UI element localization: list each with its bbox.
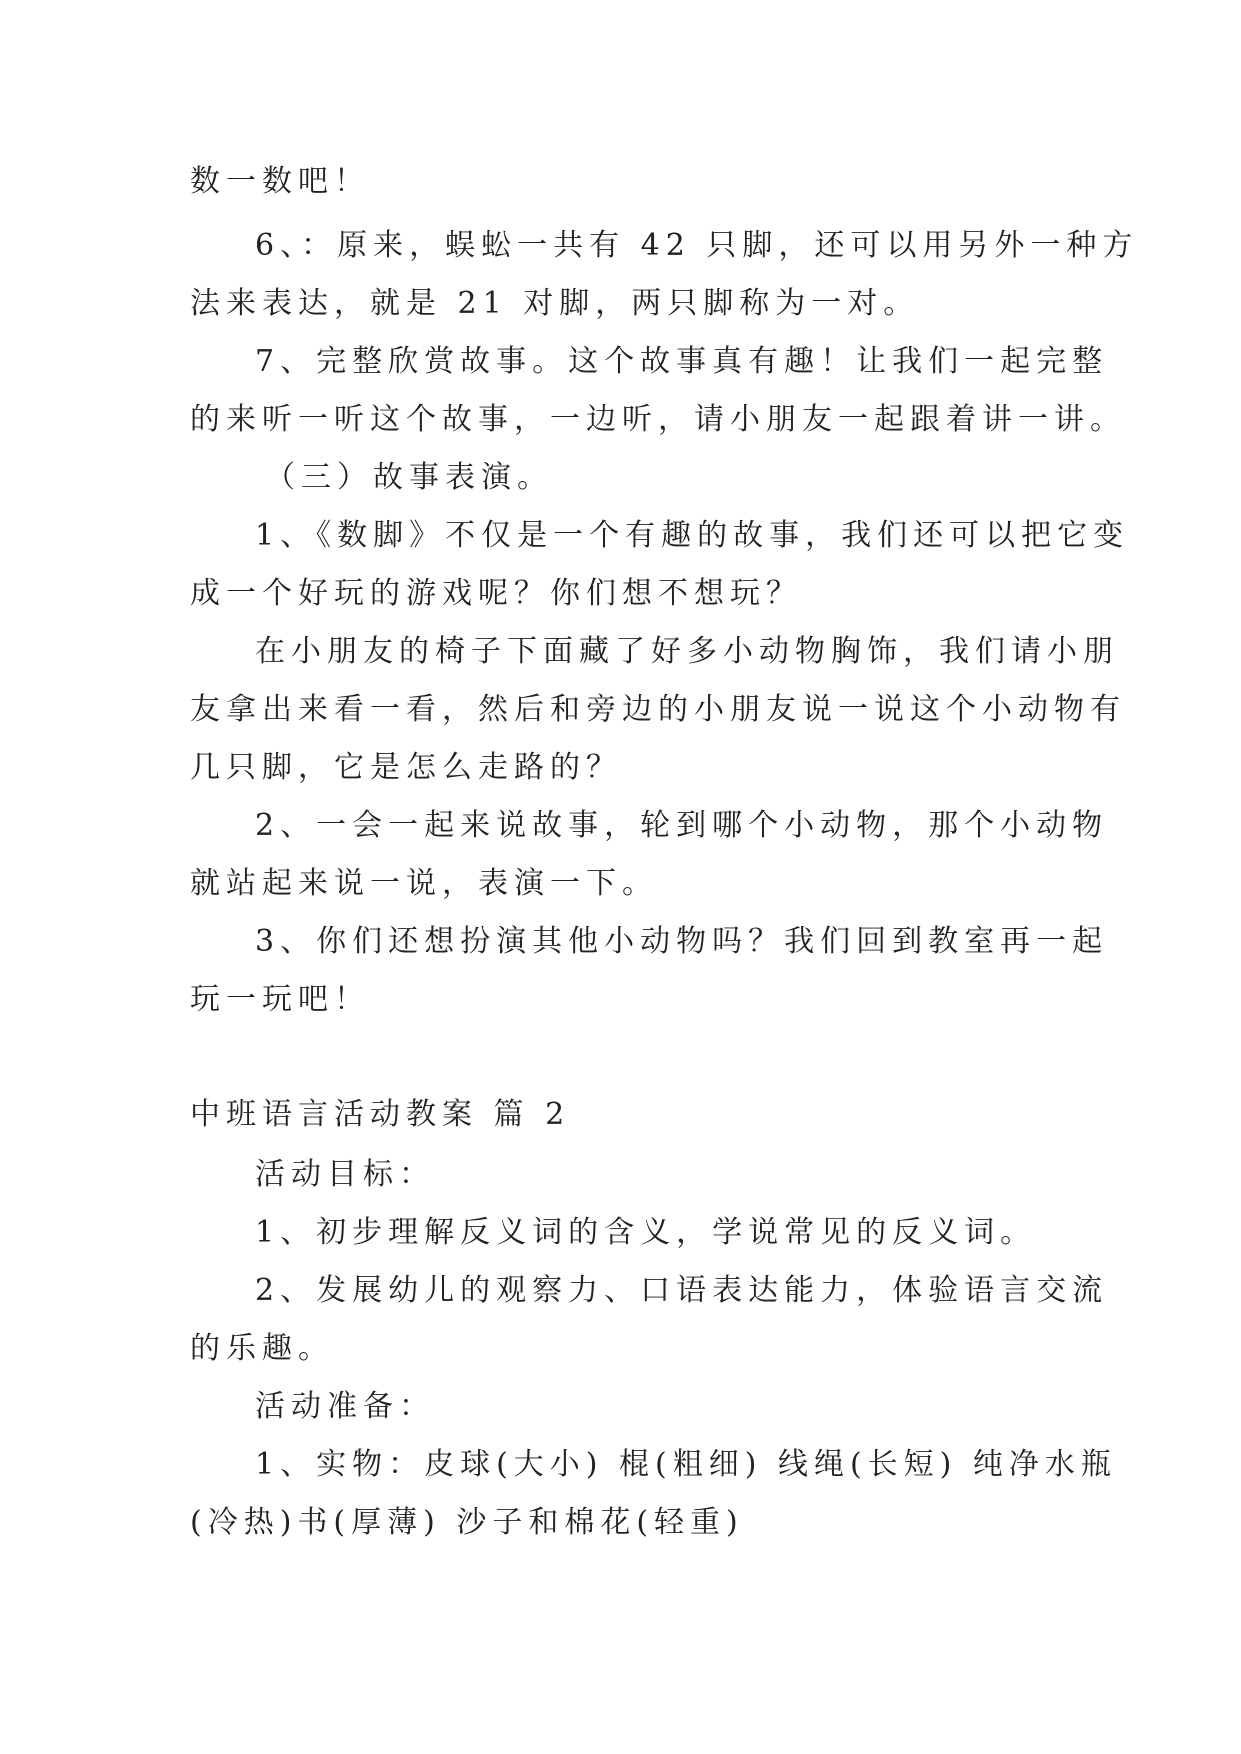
subheading: 活动目标： [255, 1157, 435, 1192]
text-line: 的来听一听这个故事，一边听，请小朋友一起跟着讲一讲。 [190, 402, 1126, 437]
document-page [190, 0, 1139, 1754]
text-line: 7、完整欣赏故事。这个故事真有趣！让我们一起完整 [255, 344, 1109, 379]
text-line: 友拿出来看一看，然后和旁边的小朋友说一说这个小动物有 [190, 692, 1126, 727]
text-line: 成一个好玩的游戏呢？你们想不想玩？ [190, 576, 802, 611]
text-line: 的乐趣。 [190, 1331, 334, 1366]
text-line: 数一数吧！ [190, 164, 370, 199]
subheading: 活动准备： [255, 1389, 435, 1424]
text-line: 玩一玩吧！ [190, 982, 370, 1017]
text-line: 几只脚，它是怎么走路的？ [190, 750, 622, 785]
text-line: (冷热)书(厚薄) 沙子和棉花(轻重) [190, 1505, 744, 1540]
text-line: 3、你们还想扮演其他小动物吗？我们回到教室再一起 [255, 924, 1109, 959]
section-heading: （三）故事表演。 [265, 460, 553, 495]
text-line: 1、《数脚》不仅是一个有趣的故事，我们还可以把它变 [255, 518, 1130, 553]
text-line: 2、发展幼儿的观察力、口语表达能力，体验语言交流 [255, 1273, 1109, 1308]
text-line: 1、实物：皮球(大小) 棍(粗细) 线绳(长短) 纯净水瓶 [255, 1447, 1117, 1482]
text-line: 6、：原来，蜈蚣一共有 42 只脚，还可以用另外一种方 [255, 228, 1139, 263]
text-line: 1、初步理解反义词的含义，学说常见的反义词。 [255, 1215, 1037, 1250]
text-line: 在小朋友的椅子下面藏了好多小动物胸饰，我们请小朋 [255, 634, 1119, 669]
section-title: 中班语言活动教案 篇 2 [190, 1097, 571, 1132]
text-line: 就站起来说一说，表演一下。 [190, 866, 658, 901]
text-line: 2、一会一起来说故事，轮到哪个小动物，那个小动物 [255, 808, 1109, 843]
text-line: 法来表达，就是 21 对脚，两只脚称为一对。 [190, 286, 920, 321]
